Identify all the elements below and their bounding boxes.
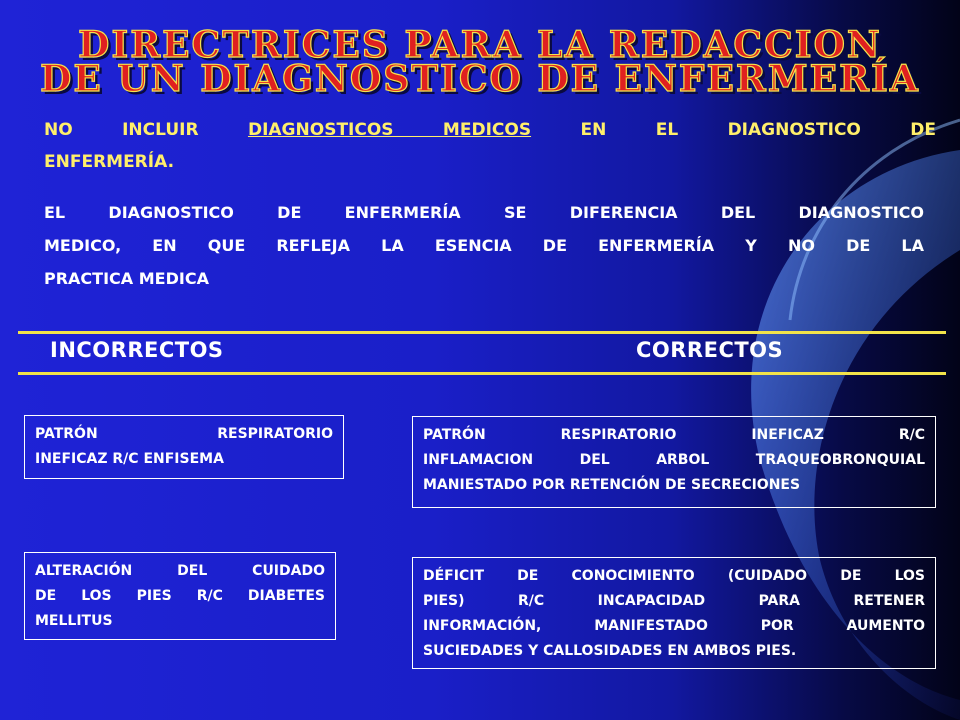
paragraph-line: MEDICO, EN QUE REFLEJA LA ESENCIA DE ENFERMERÍA Y NO DE LA bbox=[44, 236, 924, 255]
note-underlined-term: DIAGNOSTICOS MEDICOS bbox=[247, 120, 532, 140]
example-line: DÉFICIT DE CONOCIMIENTO (CUIDADO DE LOS bbox=[423, 568, 925, 584]
example-line: INFLAMACION DEL ARBOL TRAQUEOBRONQUIAL bbox=[423, 452, 925, 468]
paragraph-line: PRACTICA MEDICA bbox=[44, 269, 209, 288]
example-line: PIES) R/C INCAPACIDAD PARA RETENER bbox=[423, 593, 925, 609]
incorrect-example-box bbox=[24, 552, 336, 640]
example-line: INEFICAZ R/C ENFISEMA bbox=[35, 451, 224, 467]
slide-title-line-1: DIRECTRICES PARA LA REDACCION bbox=[78, 24, 882, 66]
incorrect-example-box bbox=[24, 415, 344, 479]
note-prefix: NO INCLUIR bbox=[44, 120, 199, 140]
correct-example-box bbox=[412, 416, 936, 508]
example-line: MANIESTADO POR RETENCIÓN DE SECRECIONES bbox=[423, 477, 801, 493]
paragraph-line: EL DIAGNOSTICO DE ENFERMERÍA SE DIFERENCIA DEL DIAGNOSTICO bbox=[44, 203, 924, 222]
correct-example-box bbox=[412, 557, 936, 669]
example-line: INFORMACIÓN, MANIFESTADO POR AUMENTO bbox=[423, 618, 925, 634]
guideline-note-line-2: ENFERMERÍA. bbox=[44, 152, 175, 172]
guideline-note bbox=[44, 114, 936, 146]
example-line: PATRÓN RESPIRATORIO INEFICAZ R/C bbox=[423, 427, 925, 443]
example-line: PATRÓN RESPIRATORIO bbox=[35, 426, 333, 442]
example-line: SUCIEDADES Y CALLOSIDADES EN AMBOS PIES. bbox=[423, 643, 797, 659]
explanation-paragraph bbox=[44, 196, 924, 295]
example-line: ALTERACIÓN DEL CUIDADO bbox=[35, 563, 325, 579]
example-line: MELLITUS bbox=[35, 613, 113, 629]
column-header-correct: CORRECTOS bbox=[636, 338, 784, 362]
slide-title-line-2: DE UN DIAGNOSTICO DE ENFERMERÍA bbox=[40, 58, 920, 100]
divider-top bbox=[18, 331, 946, 334]
example-line: DE LOS PIES R/C DIABETES bbox=[35, 588, 325, 604]
note-suffix: EN EL DIAGNOSTICO DE bbox=[580, 120, 937, 140]
divider-bottom bbox=[18, 372, 946, 375]
column-header-incorrect: INCORRECTOS bbox=[50, 338, 224, 362]
